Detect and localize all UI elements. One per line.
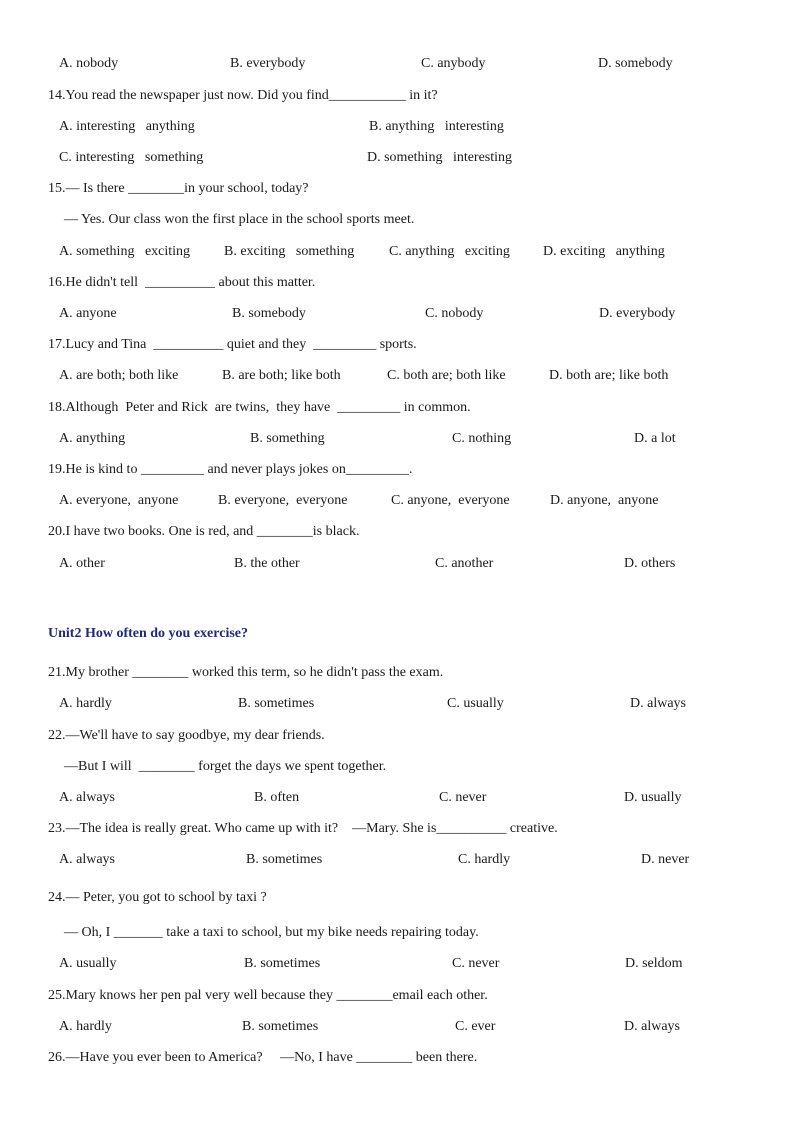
q25-option-c: C. ever xyxy=(455,1019,496,1034)
q17-text: 17.Lucy and Tina __________ quiet and they _________ sports. xyxy=(48,337,417,352)
q21-option-d: D. always xyxy=(630,696,686,711)
q19-option-a: A. everyone, anyone xyxy=(59,493,179,508)
q20-option-b: B. the other xyxy=(234,556,300,571)
q25-option-b: B. sometimes xyxy=(242,1019,319,1034)
q23-option-a: A. always xyxy=(59,852,115,867)
q22-text: 22.—We'll have to say goodbye, my dear friends. xyxy=(48,728,325,743)
q23-text: 23.—The idea is really great. Who came up with it? —Mary. She is__________ creative. xyxy=(48,821,558,836)
q26-text: 26.—Have you ever been to America? —No, I have ________ been there. xyxy=(48,1050,478,1065)
q15-reply: — Yes. Our class won the first place in the school sports meet. xyxy=(64,212,415,227)
q15-option-c: C. anything exciting xyxy=(389,244,510,259)
q17-option-a: A. are both; both like xyxy=(59,368,179,383)
q24-option-d: D. seldom xyxy=(625,956,683,971)
q20-text: 20.I have two books. One is red, and ________is black. xyxy=(48,524,360,539)
q16-option-b: B. somebody xyxy=(232,306,306,321)
q16-text: 16.He didn't tell __________ about this matter. xyxy=(48,275,316,290)
q17-option-c: C. both are; both like xyxy=(387,368,506,383)
q18-option-b: B. something xyxy=(250,431,325,446)
q15-option-d: D. exciting anything xyxy=(543,244,665,259)
q23-option-d: D. never xyxy=(641,852,690,867)
q21-text: 21.My brother ________ worked this term, so he didn't pass the exam. xyxy=(48,665,444,680)
q19-option-c: C. anyone, everyone xyxy=(391,493,510,508)
q24-reply: — Oh, I _______ take a taxi to school, but my bike needs repairing today. xyxy=(64,925,479,940)
q16-option-c: C. nobody xyxy=(425,306,484,321)
q13-option-d: D. somebody xyxy=(598,56,673,71)
q22-option-c: C. never xyxy=(439,790,487,805)
q20-option-a: A. other xyxy=(59,556,105,571)
q24-option-a: A. usually xyxy=(59,956,117,971)
unit-heading: Unit2 How often do you exercise? xyxy=(48,626,248,641)
q24-text: 24.— Peter, you got to school by taxi ? xyxy=(48,890,267,905)
q18-option-c: C. nothing xyxy=(452,431,512,446)
q22-option-b: B. often xyxy=(254,790,300,805)
q22-option-d: D. usually xyxy=(624,790,682,805)
q23-option-b: B. sometimes xyxy=(246,852,323,867)
q14-option-c: C. interesting something xyxy=(59,150,204,165)
q25-text: 25.Mary knows her pen pal very well because they ________email each other. xyxy=(48,988,488,1003)
q20-option-d: D. others xyxy=(624,556,676,571)
q21-option-a: A. hardly xyxy=(59,696,112,711)
q18-option-a: A. anything xyxy=(59,431,126,446)
q15-option-b: B. exciting something xyxy=(224,244,355,259)
q22-option-a: A. always xyxy=(59,790,115,805)
q24-option-c: C. never xyxy=(452,956,500,971)
q15-option-a: A. something exciting xyxy=(59,244,191,259)
q16-option-d: D. everybody xyxy=(599,306,676,321)
q14-text: 14.You read the newspaper just now. Did you find___________ in it? xyxy=(48,88,438,103)
q19-option-b: B. everyone, everyone xyxy=(218,493,348,508)
q24-option-b: B. sometimes xyxy=(244,956,321,971)
q25-option-d: D. always xyxy=(624,1019,680,1034)
q14-option-b: B. anything interesting xyxy=(369,119,504,134)
q18-option-d: D. a lot xyxy=(634,431,676,446)
q15-text: 15.— Is there ________in your school, today? xyxy=(48,181,309,196)
q25-option-a: A. hardly xyxy=(59,1019,112,1034)
q13-option-c: C. anybody xyxy=(421,56,486,71)
q13-option-b: B. everybody xyxy=(230,56,306,71)
q22-reply: —But I will ________ forget the days we spent together. xyxy=(64,759,387,774)
q19-text: 19.He is kind to _________ and never plays jokes on_________. xyxy=(48,462,413,477)
q14-option-d: D. something interesting xyxy=(367,150,513,165)
q16-option-a: A. anyone xyxy=(59,306,117,321)
q19-option-d: D. anyone, anyone xyxy=(550,493,659,508)
q14-option-a: A. interesting anything xyxy=(59,119,195,134)
q13-option-a: A. nobody xyxy=(59,56,119,71)
q17-option-d: D. both are; like both xyxy=(549,368,669,383)
q23-option-c: C. hardly xyxy=(458,852,511,867)
q21-option-c: C. usually xyxy=(447,696,504,711)
q21-option-b: B. sometimes xyxy=(238,696,315,711)
q20-option-c: C. another xyxy=(435,556,494,571)
q17-option-b: B. are both; like both xyxy=(222,368,341,383)
q18-text: 18.Although Peter and Rick are twins, they have _________ in common. xyxy=(48,400,471,415)
